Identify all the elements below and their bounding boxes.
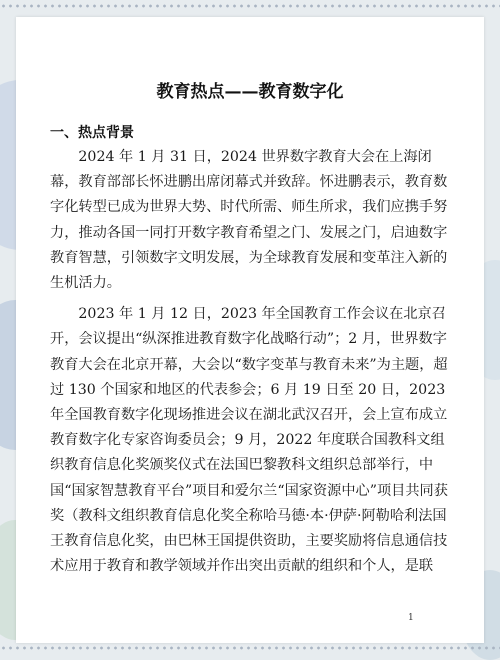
- page-number: 1: [408, 613, 414, 623]
- paragraph-1: 2024 年 1 月 31 日，2024 世界数字教育大会在上海闭幕，教育部部长怀进鹏出席闭幕式并致辞。怀进鹏表示，教育数字化转型已成为世界大势、时代所需、师生所求，我们应携手努力，推动各国一同打开数字教育希望之门、发展之门，启迪数字教育智慧，引领数字文明发展，为全球教育发展和变革注入新的生机活力。: [50, 149, 448, 292]
- document-page: [16, 17, 484, 643]
- body-text-container: [50, 145, 454, 579]
- document-title: 教育热点——教育数字化: [156, 82, 344, 102]
- section-heading: 一、热点背景: [50, 125, 134, 141]
- paragraph-2: 2023 年 1 月 12 日，2023 年全国教育工作会议在北京召开，会议提出“纵深推进教育数字化战略行动”；2 月，世界数字教育大会在北京开幕，大会以“数字变革与教育未来”为主题，超过 130 个国家和地区的代表参会；6 月 19 日至 20 日，2023 年全国教育数字化现场推进会议在湖北武汉召开，会上宣布成立教育数字化专家咨询委员会；9 月，2022 年度联合国教科文组织教育信息化奖颁奖仪式在法国巴黎教科文组织总部举行，中国“国家智慧教育平台”项目和爱尔兰“国家资源中心”项目共同获奖（教科文组织教育信息化奖全称哈马德·本·伊萨·阿勒哈利法国王教育信息化奖，由巴林王国提供资助，主要奖励将信息通信技术应用于教育和教学领域并作出突出贡献的组织和个人，是联: [50, 306, 448, 575]
- dotted-border-top: [0, 3, 500, 9]
- dotted-border-bottom: [0, 645, 500, 651]
